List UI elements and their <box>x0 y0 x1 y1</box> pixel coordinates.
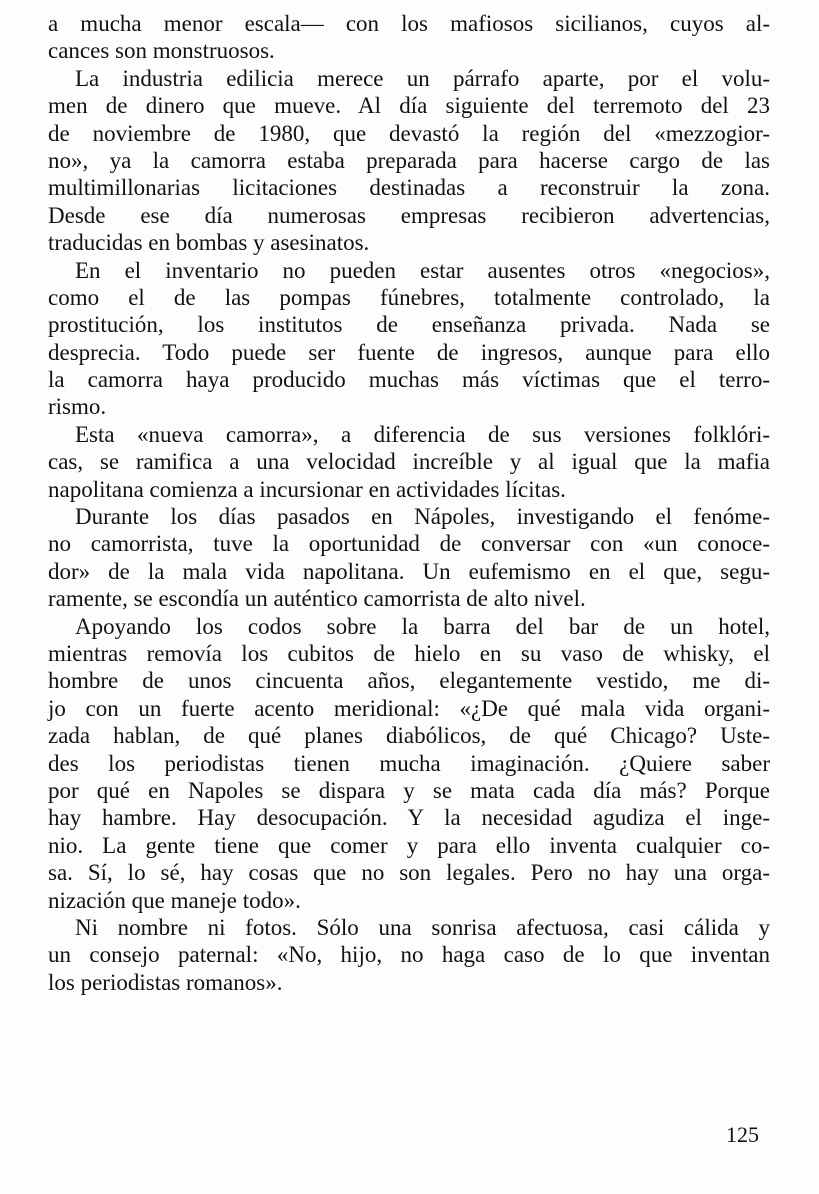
text-line: nización que maneje todo». <box>48 887 301 913</box>
text-line: traducidas en bombas y asesinatos. <box>48 230 370 256</box>
text-line: mientras removía los cubitos de hielo en su vaso de whisky, el <box>48 640 770 666</box>
text-line: Apoyando los codos sobre la barra del bar de un hotel, <box>75 613 770 639</box>
text-line: rismo. <box>48 394 107 420</box>
text-line: como el de las pompas fúnebres, totalmente controlado, la <box>48 284 770 310</box>
text-line: ramente, se escondía un auténtico camorrista de alto nivel. <box>48 586 586 612</box>
text-line: jo con un fuerte acento meridional: «¿De qué mala vida organi- <box>48 695 770 721</box>
text-line: zada hablan, de qué planes diabólicos, de qué Chicago? Uste- <box>48 723 770 749</box>
text-line: En el inventario no pueden estar ausentes otros «negocios», <box>75 257 770 283</box>
text-line: des los periodistas tienen mucha imaginación. ¿Quiere saber <box>48 750 770 776</box>
body-text <box>48 10 770 996</box>
text-line: sa. Sí, lo sé, hay cosas que no son legales. Pero no hay una orga- <box>48 860 770 886</box>
text-line: no camorrista, tuve la oportunidad de conversar con «un conoce- <box>48 531 770 557</box>
text-line: Durante los días pasados en Nápoles, investigando el fenóme- <box>75 504 770 530</box>
text-line: prostitución, los institutos de enseñanza privada. Nada se <box>48 312 770 338</box>
text-line: desprecia. Todo puede ser fuente de ingresos, aunque para ello <box>48 339 770 365</box>
text-line: Desde ese día numerosas empresas recibieron advertencias, <box>48 202 770 228</box>
text-line: La industria edilicia merece un párrafo aparte, por el volu- <box>75 65 770 91</box>
text-line: Ni nombre ni fotos. Sólo una sonrisa afectuosa, casi cálida y <box>75 914 770 940</box>
text-line: un consejo paternal: «No, hijo, no haga caso de lo que inventan <box>48 942 770 968</box>
text-line: dor» de la mala vida napolitana. Un eufemismo en el que, segu- <box>48 558 770 584</box>
text-line: men de dinero que mueve. Al día siguiente del terremoto del 23 <box>48 93 770 119</box>
text-line: no», ya la camorra estaba preparada para hacerse cargo de las <box>48 147 770 173</box>
page-number: 125 <box>726 1122 759 1147</box>
text-line: hombre de unos cincuenta años, elegantemente vestido, me di- <box>48 668 770 694</box>
text-line: nio. La gente tiene que comer y para ello inventa cualquier co- <box>48 832 770 858</box>
text-line: de noviembre de 1980, que devastó la región del «mezzogior- <box>48 120 770 146</box>
text-line: por qué en Napoles se dispara y se mata cada día más? Porque <box>48 777 770 803</box>
text-line: Esta «nueva camorra», a diferencia de sus versiones folklóri- <box>75 421 770 447</box>
text-line: multimillonarias licitaciones destinadas a reconstruir la zona. <box>48 175 770 201</box>
text-line: hay hambre. Hay desocupación. Y la necesidad agudiza el inge- <box>48 805 770 831</box>
text-line: napolitana comienza a incursionar en actividades lícitas. <box>48 476 566 502</box>
text-line: los periodistas romanos». <box>48 969 283 995</box>
text-line: cances son monstruosos. <box>48 38 275 64</box>
text-line: cas, se ramifica a una velocidad increíble y al igual que la mafia <box>48 449 770 475</box>
text-line: a mucha menor escala— con los mafiosos sicilianos, cuyos al- <box>48 11 770 36</box>
text-line: la camorra haya producido muchas más víctimas que el terro- <box>48 367 770 393</box>
